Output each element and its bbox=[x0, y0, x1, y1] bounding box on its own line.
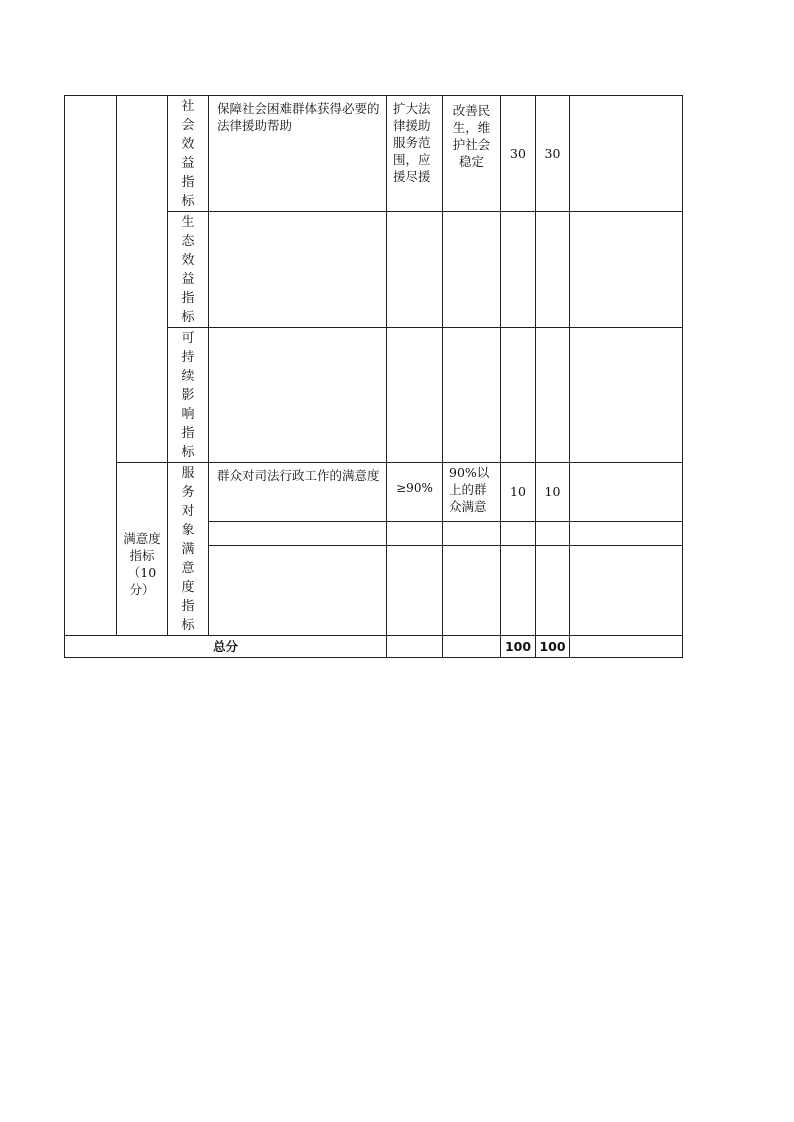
actual-text: 改善民生，维护社会稳定 bbox=[452, 103, 491, 169]
target-cell bbox=[387, 546, 443, 636]
total-row bbox=[65, 636, 683, 658]
weight-cell bbox=[501, 463, 536, 522]
category-cell bbox=[168, 463, 209, 636]
target-text: ≥90% bbox=[396, 481, 433, 495]
table-row bbox=[65, 96, 683, 212]
weight-cell bbox=[501, 546, 536, 636]
weight-cell bbox=[501, 96, 536, 212]
indicator-text: 保障社会困难群体获得必要的法律援助帮助 bbox=[217, 101, 380, 133]
actual-text: 90%以上的群众满意 bbox=[449, 465, 490, 514]
indicator-cell bbox=[209, 212, 387, 328]
category-label: 生 态 效 益 指 标 bbox=[181, 215, 195, 325]
total-label: 总分 bbox=[212, 639, 238, 654]
table-row bbox=[65, 463, 683, 522]
weight-cell bbox=[501, 212, 536, 328]
total-weight-cell bbox=[501, 636, 536, 658]
target-cell bbox=[387, 96, 443, 212]
remark-cell bbox=[570, 636, 683, 658]
total-weight: 100 bbox=[504, 639, 532, 654]
actual-cell bbox=[443, 521, 501, 545]
target-cell bbox=[387, 521, 443, 545]
remark-cell bbox=[570, 521, 683, 545]
score-cell bbox=[536, 96, 570, 212]
total-score: 100 bbox=[539, 639, 566, 654]
total-label-cell bbox=[65, 636, 387, 658]
indicator-text: 群众对司法行政工作的满意度 bbox=[217, 468, 380, 483]
indicator-cell bbox=[209, 463, 387, 522]
actual-cell bbox=[443, 212, 501, 328]
remark-cell bbox=[570, 546, 683, 636]
performance-table bbox=[64, 95, 683, 658]
remark-cell bbox=[570, 212, 683, 328]
category-cell bbox=[168, 96, 209, 212]
satisfaction-group-cell bbox=[117, 463, 168, 636]
actual-cell bbox=[443, 96, 501, 212]
satisfaction-group-label: 满意度指标（10分） bbox=[123, 531, 161, 597]
indicator-cell bbox=[209, 328, 387, 463]
indicator-cell bbox=[209, 521, 387, 545]
score-cell bbox=[536, 212, 570, 328]
category-label: 社 会 效 益 指 标 bbox=[181, 99, 195, 209]
indicator-cell bbox=[209, 96, 387, 212]
score-cell bbox=[536, 463, 570, 522]
second-blank-cell bbox=[117, 96, 168, 463]
target-cell bbox=[387, 463, 443, 522]
remark-cell bbox=[570, 463, 683, 522]
weight-cell bbox=[501, 521, 536, 545]
indicator-cell bbox=[209, 546, 387, 636]
target-cell bbox=[387, 636, 443, 658]
outer-blank-cell bbox=[65, 96, 117, 636]
category-cell bbox=[168, 328, 209, 463]
actual-cell bbox=[443, 328, 501, 463]
actual-cell bbox=[443, 636, 501, 658]
weight-value: 30 bbox=[510, 146, 526, 161]
category-cell bbox=[168, 212, 209, 328]
category-label: 可 持 续 影 响 指 标 bbox=[181, 331, 195, 460]
category-label: 服 务 对 象 满 意 度 指 标 bbox=[181, 466, 195, 633]
remark-cell bbox=[570, 328, 683, 463]
score-value: 10 bbox=[544, 484, 561, 500]
score-value: 30 bbox=[544, 146, 561, 161]
actual-cell bbox=[443, 463, 501, 522]
score-cell bbox=[536, 546, 570, 636]
target-cell bbox=[387, 212, 443, 328]
remark-cell bbox=[570, 96, 683, 212]
weight-value: 10 bbox=[510, 484, 526, 500]
target-cell bbox=[387, 328, 443, 463]
score-cell bbox=[536, 328, 570, 463]
weight-cell bbox=[501, 328, 536, 463]
total-score-cell bbox=[536, 636, 570, 658]
target-text: 扩大法律援助服务范围，应援尽援 bbox=[393, 101, 431, 184]
actual-cell bbox=[443, 546, 501, 636]
score-cell bbox=[536, 521, 570, 545]
